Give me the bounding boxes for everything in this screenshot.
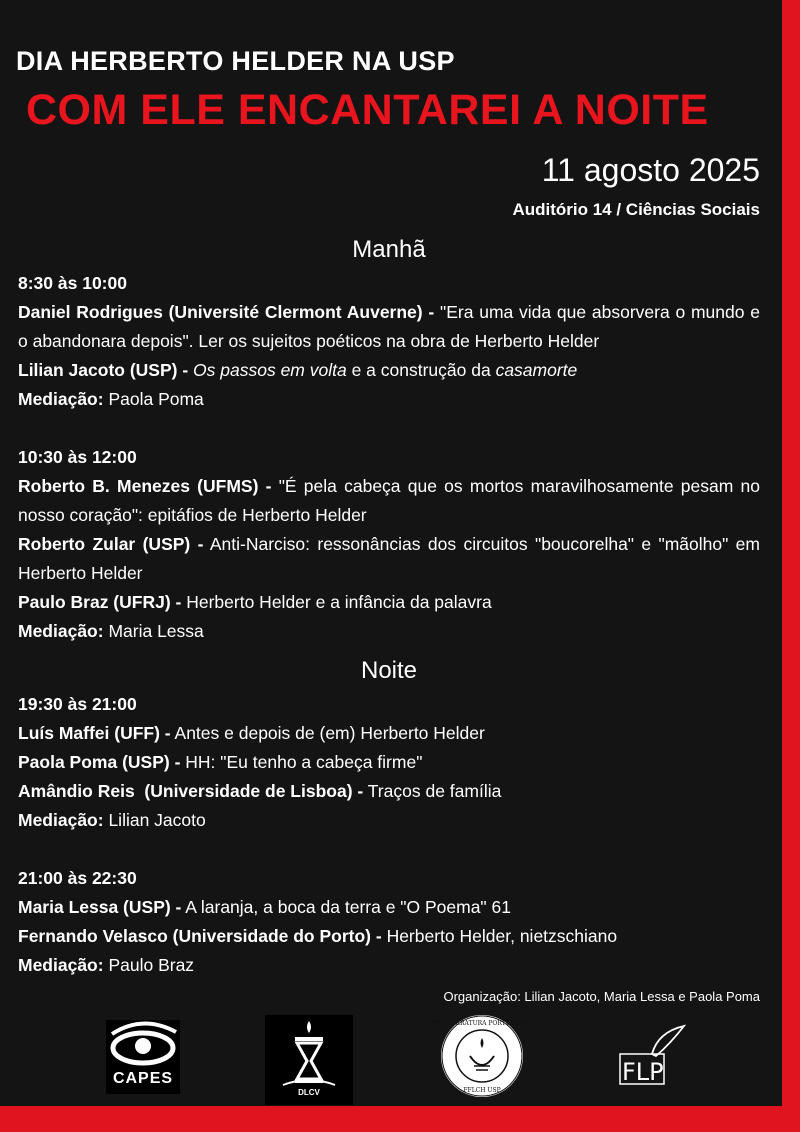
hourglass-candle-icon bbox=[265, 1015, 353, 1089]
speaker: Roberto Zular (USP) - bbox=[18, 534, 204, 554]
ppg-top-label: PPG LITERATURA PORTUGUESA bbox=[430, 1020, 534, 1027]
talk-title: "É pela cabeça que os mortos maravilhosamente pesam no nosso coração": epitáfios de Herberto Helder bbox=[18, 476, 760, 525]
talk-item bbox=[18, 893, 760, 922]
capes-logo bbox=[106, 1020, 180, 1094]
mediator: Paola Poma bbox=[108, 389, 204, 409]
program bbox=[18, 233, 760, 980]
mediation bbox=[18, 617, 760, 646]
mediation-label: Mediação: bbox=[18, 810, 104, 830]
speaker: Paulo Braz (UFRJ) - bbox=[18, 592, 182, 612]
section-night-heading: Noite bbox=[360, 657, 418, 684]
dlcv-label: DLCV bbox=[298, 1088, 320, 1097]
speaker: Roberto B. Menezes (UFMS) - bbox=[18, 476, 272, 496]
talk-item bbox=[18, 298, 760, 356]
speaker: Amândio Reis (Universidade de Lisboa) - bbox=[18, 781, 364, 801]
talk-item bbox=[18, 719, 760, 748]
ppg-logo bbox=[430, 1014, 534, 1098]
mediation-label: Mediação: bbox=[18, 621, 104, 641]
ppg-seal-icon bbox=[430, 1014, 534, 1098]
talk-title-italic: casamorte bbox=[495, 360, 578, 380]
speaker: Lilian Jacoto (USP) - bbox=[18, 360, 189, 380]
capes-emblem-icon bbox=[106, 1020, 180, 1072]
dlcv-logo bbox=[265, 1015, 353, 1105]
talk-title: "Era uma vida que absorvera o mundo e o abandonara depois". Ler os sujeitos poéticos na obra de Herberto Helder bbox=[18, 302, 760, 351]
event-subtitle: COM ELE ENCANTAREI A NOITE bbox=[26, 86, 709, 134]
talk-title: e a construção da bbox=[346, 360, 496, 380]
talk-title: Herberto Helder e a infância da palavra bbox=[186, 592, 492, 612]
time-slot: 10:30 às 12:00 bbox=[18, 447, 137, 467]
speaker: Luís Maffei (UFF) - bbox=[18, 723, 171, 743]
talk-item bbox=[18, 777, 760, 806]
talk-title: Herberto Helder, nietzschiano bbox=[386, 926, 618, 946]
mediation bbox=[18, 385, 760, 414]
talk-title: Anti-Narciso: ressonâncias dos circuitos "boucorelha" e "mãolho" em Herberto Helder bbox=[18, 534, 760, 583]
mediation bbox=[18, 951, 760, 980]
flp-label: FLP bbox=[622, 1058, 664, 1086]
event-title: DIA HERBERTO HELDER NA USP bbox=[16, 46, 455, 76]
feather-pen-icon bbox=[618, 1024, 688, 1092]
time-slot: 8:30 às 10:00 bbox=[18, 273, 127, 293]
mediator: Maria Lessa bbox=[108, 621, 204, 641]
talk-item bbox=[18, 748, 760, 777]
talk-title: Traços de família bbox=[367, 781, 502, 801]
mediation bbox=[18, 806, 760, 835]
time-slot: 19:30 às 21:00 bbox=[18, 694, 137, 714]
section-morning-heading: Manhã bbox=[352, 236, 426, 263]
organization-credit: Organização: Lilian Jacoto, Maria Lessa e Paola Poma bbox=[443, 989, 760, 1004]
ppg-bottom-label: FFLCH USP bbox=[463, 1087, 501, 1094]
talk-item bbox=[18, 472, 760, 530]
talk-item bbox=[18, 356, 760, 385]
talk-title: HH: "Eu tenho a cabeça firme" bbox=[185, 752, 423, 772]
capes-label: CAPES bbox=[112, 1070, 174, 1087]
event-venue: Auditório 14 / Ciências Sociais bbox=[512, 200, 760, 219]
event-date: 11 agosto 2025 bbox=[541, 152, 760, 188]
talk-title: Antes e depois de (em) Herberto Helder bbox=[174, 723, 485, 743]
talk-item bbox=[18, 530, 760, 588]
speaker: Paola Poma (USP) - bbox=[18, 752, 181, 772]
talk-title-italic: Os passos em volta bbox=[193, 360, 347, 380]
talk-item bbox=[18, 922, 760, 951]
speaker: Daniel Rodrigues (Université Clermont Auverne) - bbox=[18, 302, 435, 322]
sponsor-logos bbox=[0, 1012, 800, 1104]
mediator: Paulo Braz bbox=[108, 955, 195, 975]
red-border-right bbox=[782, 0, 800, 1132]
time-slot: 21:00 às 22:30 bbox=[18, 868, 137, 888]
mediation-label: Mediação: bbox=[18, 955, 104, 975]
mediator: Lilian Jacoto bbox=[108, 810, 206, 830]
mediation-label: Mediação: bbox=[18, 389, 104, 409]
speaker: Maria Lessa (USP) - bbox=[18, 897, 182, 917]
talk-title: A laranja, a boca da terra e "O Poema" 61 bbox=[185, 897, 511, 917]
talk-item bbox=[18, 588, 760, 617]
red-border-bottom bbox=[0, 1106, 800, 1132]
speaker: Fernando Velasco (Universidade do Porto) - bbox=[18, 926, 382, 946]
flp-logo bbox=[618, 1024, 688, 1092]
